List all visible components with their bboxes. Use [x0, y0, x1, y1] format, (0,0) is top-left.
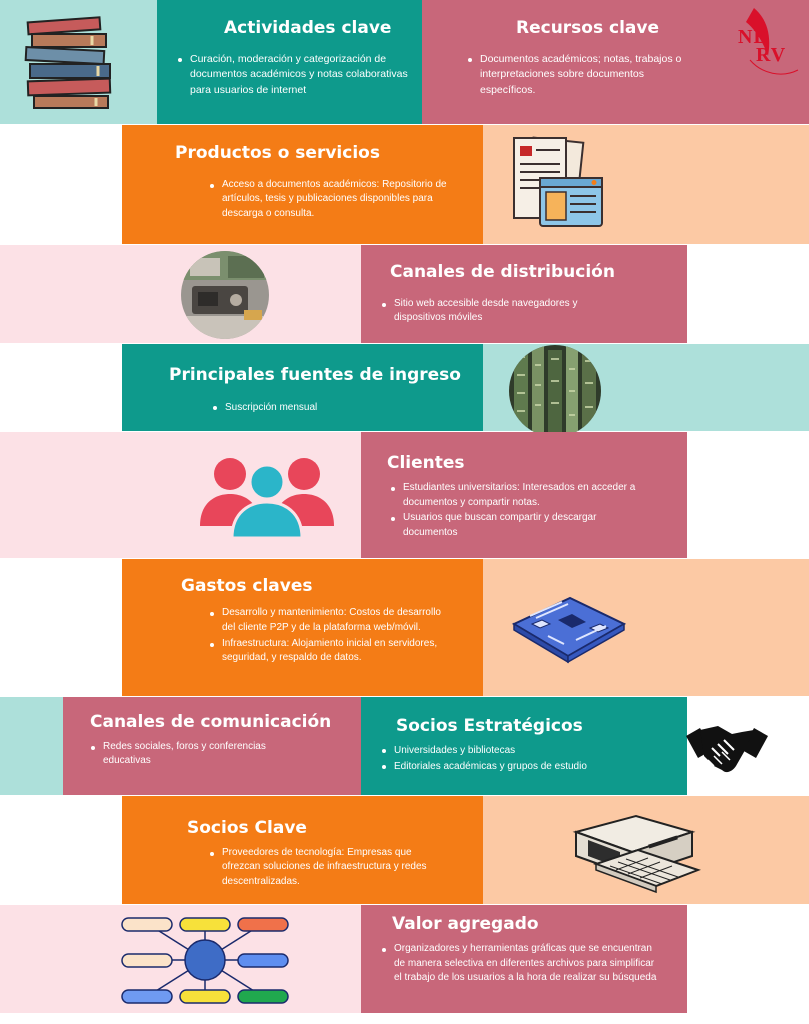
productos-list — [208, 178, 456, 222]
socios-estrategicos-list — [380, 743, 670, 775]
canales-distribucion-panel — [361, 245, 687, 343]
desk-photo-image — [180, 250, 270, 340]
ingresos-list — [211, 400, 451, 416]
actividades-clave-list — [176, 52, 412, 99]
list-item: Documentos académicos; notas, trabajos o interpretaciones sobre documentos específicos. — [466, 52, 686, 98]
actividades-clave-title: Actividades clave — [224, 18, 392, 38]
canales-comunicacion-list — [89, 740, 309, 770]
clientes-title: Clientes — [387, 453, 465, 473]
books-stack-icon — [22, 12, 122, 112]
list-item: Usuarios que buscan compartir y descargar documentos — [389, 511, 637, 540]
canales-comunicacion-title: Canales de comunicación — [90, 712, 332, 732]
list-item: Acceso a documentos académicos: Repositorio de artículos, tesis y publicaciones disponibles para descarga o consulta. — [208, 178, 456, 221]
handshake-icon — [686, 722, 768, 784]
socios-clave-title: Socios Clave — [187, 818, 307, 838]
canales-distribucion-title: Canales de distribución — [390, 262, 615, 282]
valor-agregado-list — [380, 942, 662, 987]
list-item: Editoriales académicas y grupos de estudio — [380, 759, 670, 774]
mind-map-icon — [116, 914, 294, 1006]
documents-web-icon — [508, 134, 608, 232]
gastos-list — [208, 606, 454, 667]
socios-estrategicos-title: Socios Estratégicos — [396, 716, 583, 736]
list-item: Suscripción mensual — [211, 400, 451, 415]
ingresos-title: Principales fuentes de ingreso — [169, 365, 461, 385]
list-item: Infraestructura: Alojamiento inicial en servidores, seguridad, y respaldo de datos. — [208, 637, 454, 667]
valor-agregado-title: Valor agregado — [392, 914, 539, 934]
nerv-logo — [732, 4, 806, 84]
server-room-photo-image — [508, 344, 602, 438]
clientes-list — [389, 481, 637, 541]
list-item: Organizadores y herramientas gráficas que se encuentran de manera selectiva en diferentes archivos para simplificar el trabajo de los usuarios a la hora de realizar su búsqueda — [380, 942, 662, 986]
list-item: Desarrollo y mantenimiento: Costos de desarrollo del cliente P2P y de la plataforma web/móvil. — [208, 606, 454, 636]
users-group-icon — [196, 452, 338, 538]
list-item: Estudiantes universitarios: Interesados en acceder a documentos y compartir notas. — [389, 481, 637, 510]
nerv-logo-line2: RV — [756, 44, 787, 66]
list-item: Universidades y bibliotecas — [380, 743, 670, 758]
list-item: Redes sociales, foros y conferencias educativas — [89, 740, 309, 769]
recursos-clave-list — [466, 52, 686, 99]
socios-clave-list — [208, 846, 448, 890]
list-item: Sitio web accesible desde navegadores y dispositivos móviles — [380, 297, 620, 326]
motherboard-icon — [510, 594, 628, 664]
vintage-computer-icon — [566, 812, 702, 898]
canales-distribucion-list — [380, 297, 620, 327]
list-item: Proveedores de tecnología: Empresas que ofrezcan soluciones de infraestructura y redes descentralizadas. — [208, 846, 448, 889]
productos-title: Productos o servicios — [175, 143, 380, 163]
list-item: Curación, moderación y categorización de documentos académicos y notas colaborativas para usuarios de internet — [176, 52, 412, 98]
ingresos-panel — [122, 344, 483, 431]
gastos-title: Gastos claves — [181, 576, 313, 596]
recursos-clave-title: Recursos clave — [516, 18, 660, 38]
row7-left-strip — [0, 697, 63, 795]
nerv-logo-line1: NE — [738, 26, 768, 48]
